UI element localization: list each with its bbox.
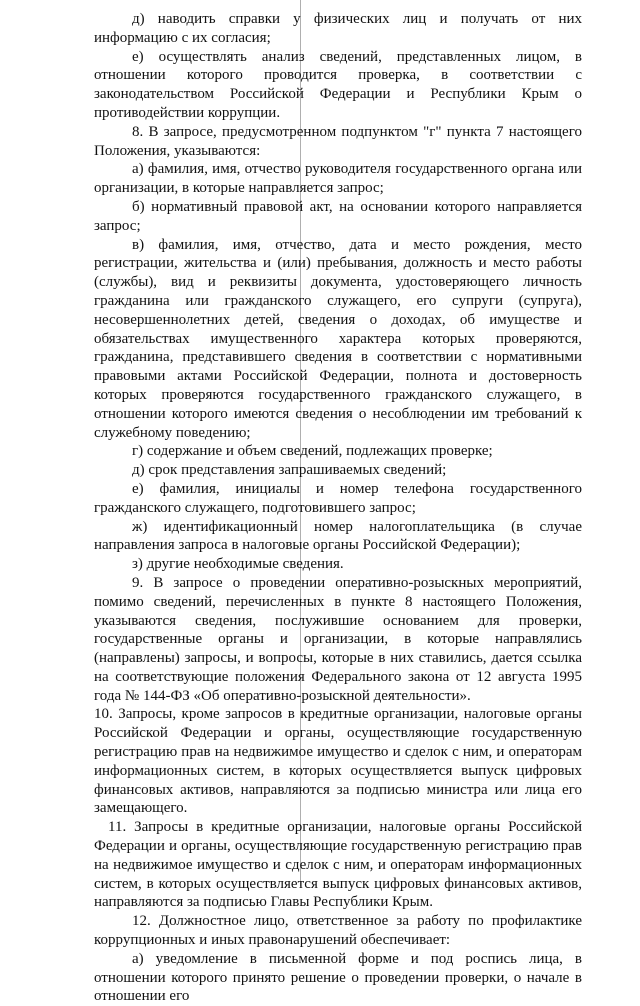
paragraph-8z: з) другие необходимые сведения. xyxy=(132,556,344,573)
paragraph-12: 12. Должностное лицо, ответственное за работу по профилактике коррупционных и иных правонарушений обеспечивает: xyxy=(94,913,582,949)
paragraph-9: 9. В запросе о проведении оперативно-розыскных мероприятий, помимо сведений, перечисленных в пункте 8 настоящего Положения, указываются сведения, послужившие основанием для проверки, государственные органы и организации, в которые направлялись (направлены) запросы, и вопросы, которые в них ставились, дается ссылка на соответствующие положения Федерального закона от 12 августа 1995 года № 144-ФЗ «Об оперативно-розыскной деятельности». xyxy=(94,574,582,704)
paragraph-8g: г) содержание и объем сведений, подлежащих проверке; xyxy=(132,443,493,460)
document-page xyxy=(94,10,582,1006)
paragraph-d-inquiries: д) наводить справки у физических лиц и получать от них информацию с их согласия; xyxy=(94,11,582,46)
paragraph-11: 11. Запросы в кредитные организации, налоговые органы Российской Федерации и органы, осуществляющие государственную регистрацию прав на недвижимое имущество и сделок с ним, и операторам информационных систем, в которых осуществляется выпуск цифровых финансовых активов, направляются за подписью Главы Республики Крым. xyxy=(94,819,582,911)
paragraph-10: 10. Запросы, кроме запросов в кредитные организации, налоговые органы Российской Федерации и органы, осуществляющие государственную регистрацию прав на недвижимое имущество и сделок с ним, и операторам информационных систем, в которых осуществляется выпуск цифровых финансовых активов, направляются за подписью министра или лица его замещающего. xyxy=(94,706,582,817)
paragraph-8e: е) фамилия, инициалы и номер телефона государственного гражданского служащего, подготовившего запрос; xyxy=(94,480,582,516)
paragraph-8v: в) фамилия, имя, отчество, дата и место рождения, место регистрации, жительства и (или) пребывания, должность и место работы (службы), вид и реквизиты документа, удостоверяющего личность гражданина или гражданского служащего, его супруги (супруга), несовершеннолетних детей, сведения о доходах, об имуществе и обязательствах имущественного характера которых проверяются, гражданина, представившего сведения в соответствии с нормативными правовыми актами Российской Федерации, полнота и достоверность которых проверяются государственного гражданского служащего, в отношении которого имеются сведения о несоблюдении им требований к служебному поведению; xyxy=(94,236,582,441)
paragraph-8a: а) фамилия, имя, отчество руководителя государственного органа или организации, в которые направляется запрос; xyxy=(94,161,582,197)
paragraph-8zh: ж) идентификационный номер налогоплательщика (в случае направления запроса в налоговые органы Российской Федерации); xyxy=(94,518,582,554)
paragraph-8d: д) срок представления запрашиваемых сведений; xyxy=(132,462,447,479)
paragraph-e-analysis: е) осуществлять анализ сведений, представленных лицом, в отношении которого проводится проверка, в соответствии с законодательством Российской Федерации и Республики Крым о противодействии коррупции. xyxy=(94,48,582,121)
paragraph-8-request-contents: 8. В запросе, предусмотренном подпунктом "г" пункта 7 настоящего Положения, указываются: xyxy=(94,123,582,159)
paragraph-8b: б) нормативный правовой акт, на основании которого направляется запрос; xyxy=(94,198,582,234)
paragraph-12a: а) уведомление в письменной форме и под роспись лица, в отношении которого принято решение о проведении проверки, о начале в отношении его xyxy=(94,950,582,1005)
